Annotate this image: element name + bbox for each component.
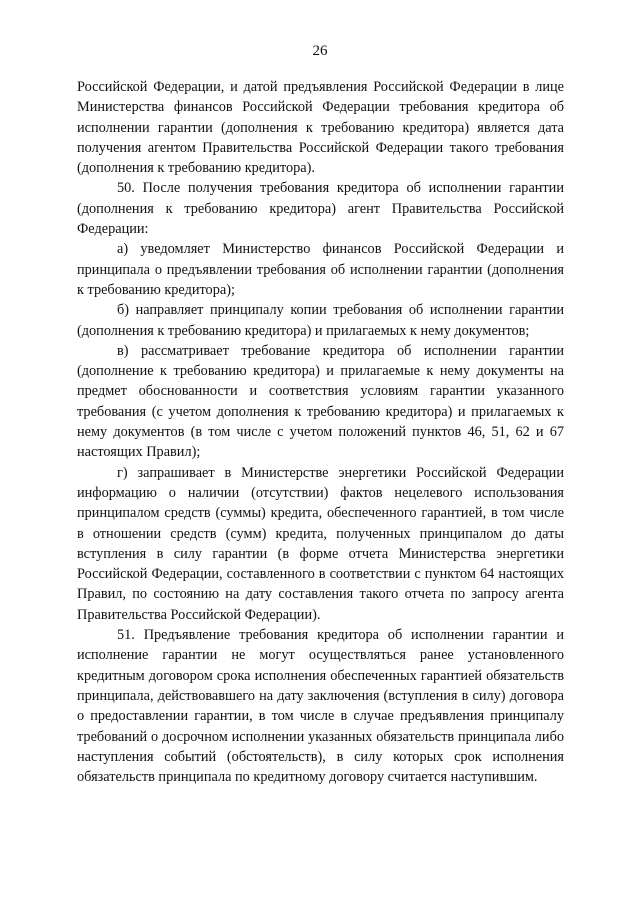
document-body — [77, 77, 564, 787]
paragraph-clause-50-a: а) уведомляет Министерство финансов Российской Федерации и принципала о предъявлении требования об исполнении гарантии (дополнения к требованию кредитора); — [77, 241, 564, 298]
paragraph-clause-50: 50. После получения требования кредитора об исполнении гарантии (дополнения к требованию кредитора) агент Правительства Российской Федерации: — [77, 180, 564, 238]
paragraph-continuation: Российской Федерации, и датой предъявления Российской Федерации в лице Министерства финансов Российской Федерации требования кредитора об исполнении гарантии (дополнения к требованию кредитора) является дата получения агентом Правительства Российской Федерации такого требования (дополнения к требованию кредитора). — [77, 79, 564, 177]
paragraph-clause-50-g: г) запрашивает в Министерстве энергетики Российской Федерации информацию о наличии (отсутствии) фактов нецелевого использования принципалом средств (суммы) кредита, обеспеченного гарантией, в том числе в отношении средств (сумм) кредита, полученных принципалом до даты вступления в силу гарантии (в форме отчета Министерства энергетики Российской Федерации, составленного в соответствии с пунктом 64 настоящих Правил, по состоянию на дату составления такого отчета по запросу агента Правительства Российской Федерации). — [77, 464, 564, 623]
page-number: 26 — [312, 43, 328, 59]
paragraph-clause-51: 51. Предъявление требования кредитора об исполнении гарантии и исполнение гарантии не могут осуществляться ранее установленного кредитным договором срока исполнения обеспеченных гарантией обязательств принципала, действовавшего на дату заключения (вступления в силу) договора о предоставлении гарантии, в том числе в случае предъявления принципалу требований о досрочном исполнении указанных обязательств принципала либо наступления событий (обстоятельств), в силу которых срок исполнения обязательств принципала по кредитному договору считается наступившим. — [77, 627, 564, 786]
paragraph-clause-50-b: б) направляет принципалу копии требования об исполнении гарантии (дополнения к требованию кредитора) и прилагаемых к нему документов; — [77, 302, 564, 339]
paragraph-clause-50-v: в) рассматривает требование кредитора об исполнении гарантии (дополнение к требованию кредитора) и прилагаемые к нему документы на предмет обоснованности и соответствия условиям гарантии указанного требования (с учетом дополнения к требованию кредитора) и прилагаемых к нему документов (в том числе с учетом положений пунктов 46, 51, 62 и 67 настоящих Правил); — [77, 342, 564, 461]
